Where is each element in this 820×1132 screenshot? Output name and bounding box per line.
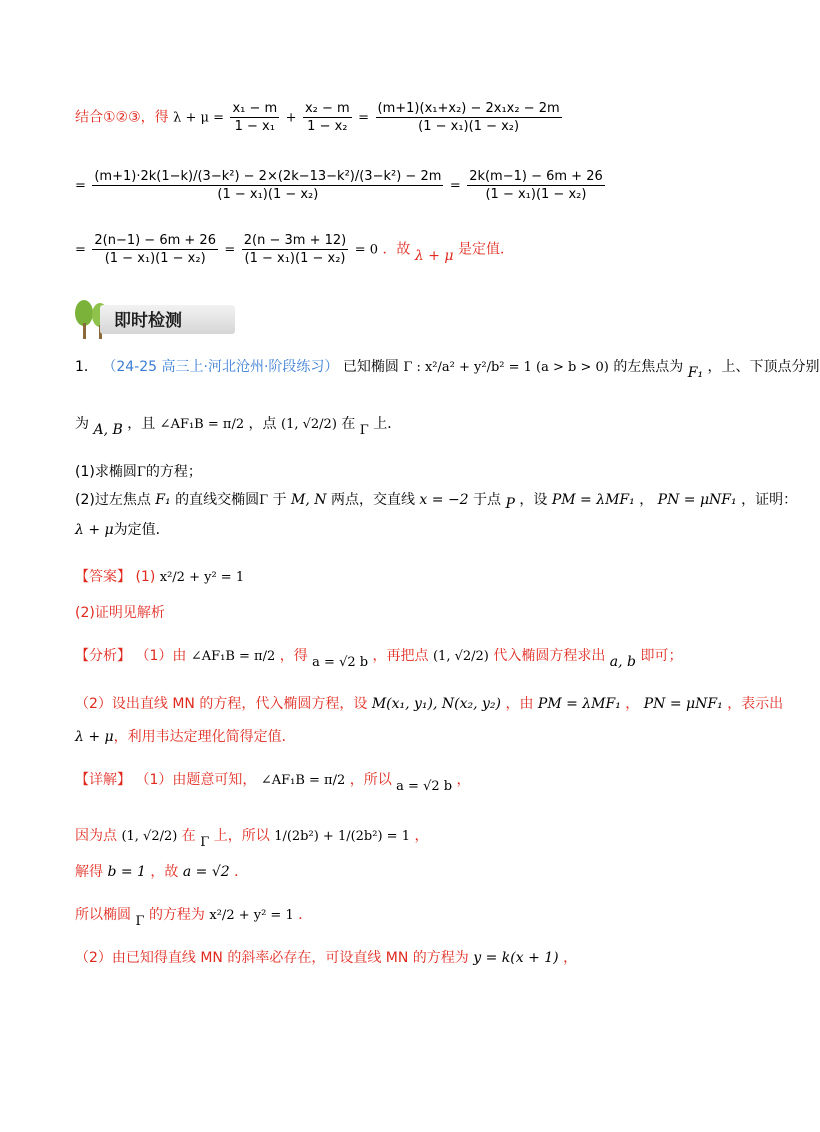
problem-stem-line-1: 1． （24-25 高三上·河北沧州·阶段练习） 已知椭圆 Γ : x²/a² + y²/b² = 1 (a > b > 0) 的左焦点为 F₁ ，上、下顶点分别	[75, 359, 820, 381]
question-2-cont: λ + μ为定值．	[75, 522, 170, 538]
fraction: $\frac{2(n-1) - 6m + 26}{\text{(1 − x₁)(1 − x₂)}}$	[94, 233, 216, 266]
detail-line-3: 解得 b = 1 ，故 a = √2 ．	[75, 864, 249, 880]
fraction: $\frac{\text{(m+1)·2k(1−k)/(3−k²) − 2×(2k−13−k²)/(3−k²) − 2m}}{\text{(1 − x₁)(1 − x₂)}}$	[94, 169, 442, 202]
detail-line-5: （2）由已知得直线 MN 的斜率必存在，可设直线 MN 的方程为 y = k(x + 1) ，	[75, 950, 578, 966]
fraction: $\frac{\text{x₂ − m}}{\text{1 − x₂}}$	[304, 101, 350, 134]
problem-number: 1．	[75, 359, 98, 375]
analysis-label: 【分析】	[75, 648, 131, 664]
derivation-line-2: = $\frac{\text{(m+1)·2k(1−k)/(3−k²) − 2×(2k−13−k²)/(3−k²) − 2m}}{\text{(1 − x₁)(1 − x₂)}}$ = $\frac{2k(m-1) - 6m + 26}{\text{(1 − x₁)(1 − x₂)}}$	[75, 169, 603, 202]
combine-label: 结合①②③，得	[75, 109, 169, 126]
ellipse-equation: Γ : x²/a² + y²/b² = 1 (a > b > 0)	[403, 360, 609, 375]
point-coords: (1, √2/2)	[281, 417, 337, 432]
question-1: (1)求椭圆Γ的方程；	[75, 464, 202, 480]
problem-source: （24-25 高三上·河北沧州·阶段练习）	[102, 359, 339, 375]
fraction: $\frac{2k(m-1) - 6m + 26}{\text{(1 − x₁)(1 − x₂)}}$	[469, 169, 603, 202]
detail-line-2: 因为点 (1, √2/2) 在 Γ 上，所以 1/(2b²) + 1/(2b²) = 1 ，	[75, 828, 429, 850]
angle-condition: ∠AF₁B = π/2	[159, 417, 245, 432]
question-2: (2)过左焦点 F₁ 的直线交椭圆Γ 于 M, N 两点，交直线 x = −2 于点 P ，设 PM = λMF₁ ， PN = μNF₁ ，证明：	[75, 492, 798, 512]
fraction: $\frac{\text{x₁ − m}}{\text{1 − x₁}}$	[232, 101, 278, 134]
answer-part1: x²/2 + y² = 1	[159, 570, 245, 585]
detail-line-4: 所以椭圆 Γ 的方程为 x²/2 + y² = 1 ．	[75, 907, 313, 929]
fraction: $\frac{\text{(m+1)(x₁+x₂) − 2x₁x₂ − 2m}}{\text{(1 − x₁)(1 − x₂)}}$	[377, 101, 560, 134]
answer-label: 【答案】	[75, 569, 131, 585]
detail-line-1: 【详解】 （1）由题意可知， ∠AF₁B = π/2 ，所以 a = √2 b ，	[75, 772, 471, 794]
analysis-line-2: （2）设出直线 MN 的方程，代入椭圆方程，设 M(x₁, y₁), N(x₂, y₂) ，由 PM = λMF₁ ， PN = μNF₁ ，表示出	[75, 696, 784, 712]
answer-line: 【答案】 (1) x²/2 + y² = 1	[75, 569, 245, 585]
derivation-line-3: = $\frac{2(n-1) - 6m + 26}{\text{(1 − x₁)(1 − x₂)}}$ = $\frac{2(n - 3m + 12)}{\text{(1 − x₁)(1 − x₂)}}$ = 0 ．故 λ + μ 是定值．	[75, 233, 514, 266]
section-title: 即时检测	[114, 311, 182, 331]
derivation-line-1: 结合①②③，得 λ + μ = $\frac{\text{x₁ − m}}{\text{1 − x₁}}$ + $\frac{\text{x₂ − m}}{\text{1 − x₂}}$ = $\frac{\text{(m+1)(x₁+x₂) − 2x₁x₂ − 2m}}{\text{(1 − x₁)(1 − x₂)}}$	[75, 101, 560, 134]
problem-stem-line-2: 为 A, B ，且 ∠AF₁B = π/2 ，点 (1, √2/2) 在 Γ 上．	[75, 416, 402, 438]
fraction: $\frac{2(n - 3m + 12)}{\text{(1 − x₁)(1 − x₂)}}$	[243, 233, 347, 266]
answer-part2: (2)证明见解析	[75, 605, 165, 621]
analysis-line-3: λ + μ，利用韦达定理化简得定值．	[75, 729, 296, 745]
lambda-mu-expr: λ + μ =	[173, 110, 224, 126]
analysis-line-1: 【分析】 （1）由 ∠AF₁B = π/2 ，得 a = √2 b ，再把点 (1, √2/2) 代入椭圆方程求出 a, b 即可；	[75, 648, 683, 670]
section-banner	[72, 297, 232, 341]
detail-label: 【详解】	[75, 772, 131, 788]
